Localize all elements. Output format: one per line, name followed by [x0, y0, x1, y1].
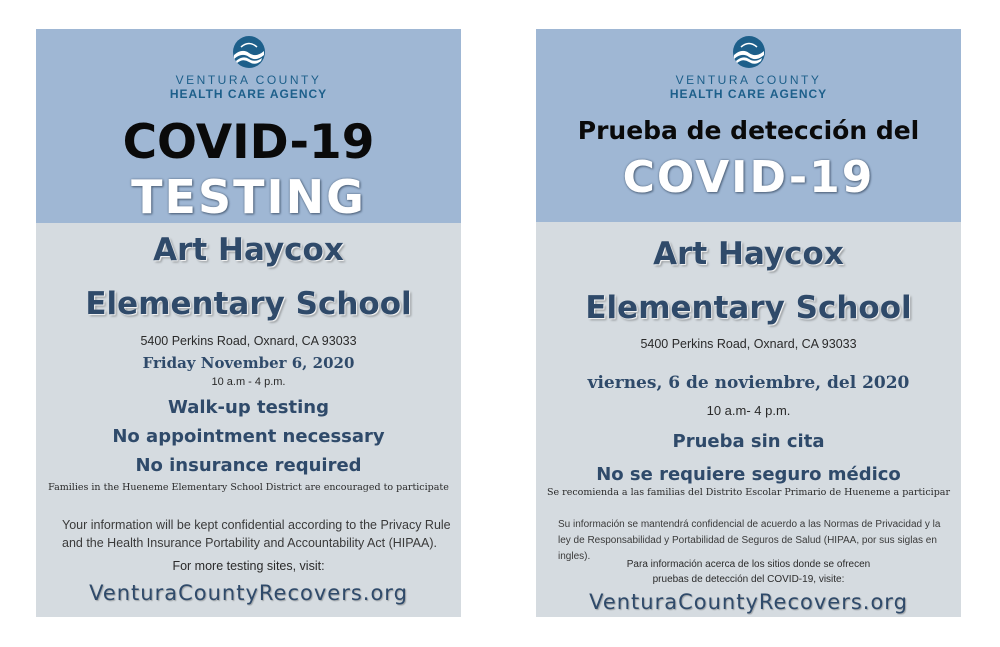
title-covid: COVID-19	[622, 152, 875, 203]
privacy-note: Su información se mantendrá confidencial de acuerdo a las Normas de Privacidad y la ley de Responsabilidad y Portabilidad de Seguros de Salud (HIPAA, por sus siglas en ingles).	[558, 519, 941, 562]
agency-name-line2: HEALTH CARE AGENCY	[669, 87, 828, 101]
privacy-note: Your information will be kept confidential according to the Privacy Rule and the Health Insurance Portability and Accountability Act (HIPAA).	[62, 517, 451, 550]
spanish-flyer	[536, 29, 961, 617]
families-note: Families in the Hueneme Elementary School District are encouraged to participate	[48, 482, 449, 493]
agency-name-line1: VENTURA COUNTY	[675, 73, 822, 87]
event-hours: 10 a.m- 4 p.m.	[706, 403, 791, 418]
families-note: Se recomienda a las familias del Distrito Escolar Primario de Hueneme a participar	[547, 487, 950, 498]
school-name-line2: Elementary School	[85, 286, 412, 322]
title-covid: COVID-19	[122, 115, 375, 170]
more-sites-note-line2: pruebas de detección del COVID-19, visite:	[652, 574, 845, 585]
address: 5400 Perkins Road, Oxnard, CA 93033	[640, 337, 857, 351]
website-url: VenturaCountyRecovers.org	[589, 590, 908, 614]
address: 5400 Perkins Road, Oxnard, CA 93033	[140, 334, 357, 348]
title-prueba: Prueba de detección del	[577, 116, 920, 145]
school-name-line1: Art Haycox	[653, 236, 844, 272]
feature-no-appointment: Prueba sin cita	[672, 431, 825, 452]
feature-no-appointment: No appointment necessary	[112, 426, 385, 447]
sun-wave-logo-icon	[732, 35, 766, 69]
english-flyer	[36, 29, 461, 617]
school-name-line2: Elementary School	[585, 290, 912, 326]
agency-name-line1: VENTURA COUNTY	[175, 73, 322, 87]
feature-no-insurance: No insurance required	[135, 455, 362, 476]
website-url: VenturaCountyRecovers.org	[89, 581, 408, 605]
agency-logo	[36, 35, 461, 101]
more-sites-note: For more testing sites, visit:	[172, 559, 325, 573]
agency-name-line2: HEALTH CARE AGENCY	[169, 87, 328, 101]
feature-no-insurance: No se requiere seguro médico	[596, 464, 901, 485]
event-date: Friday November 6, 2020	[142, 354, 355, 372]
event-date: viernes, 6 de noviembre, del 2020	[587, 373, 910, 393]
feature-walkup: Walk-up testing	[168, 397, 329, 418]
school-name-line1: Art Haycox	[153, 232, 344, 268]
more-sites-note-line1: Para información acerca de los sitios donde se ofrecen	[626, 559, 871, 570]
event-hours: 10 a.m - 4 p.m.	[211, 376, 286, 388]
title-testing: TESTING	[131, 170, 366, 224]
agency-logo	[536, 35, 961, 101]
sun-wave-logo-icon	[232, 35, 266, 69]
